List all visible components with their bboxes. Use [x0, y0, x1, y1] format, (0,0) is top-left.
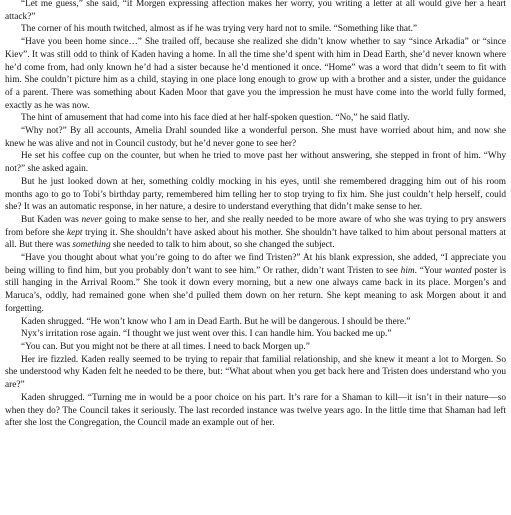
- text-run: The hint of amusement that had come into his face died at her half-spoken question. “No,” he said flatly.: [21, 113, 410, 124]
- paragraph: [5, 0, 506, 23]
- text-run: “Let me guess,” she said, “if Morgen expressing affection makes her worry, you writing a letter at all would give her a heart attack?”: [5, 0, 506, 22]
- text-run: He set his coffee cup on the counter, but when he tried to move past her without answering, she stepped in front of him. “Why not?” she asked again.: [5, 151, 506, 175]
- text-run: Nyx’s irritation rose again. “I thought we just went over this. I can handle him. You backed me up.”: [21, 329, 392, 340]
- text-run: “Have you been home since…” She trailed off, because she realized she didn’t know whether to say “since Arkadia” or “since Kiev”. It was still odd to think of Kaden having a home. In all the time she’d spent with him in Dead Earth, she’d never known where he’d come from, had only known he’d had a sister because he’d mentioned it once. “Home” was a word that didn’t seem to fit with him. She couldn’t picture him as a child, staying in one place long enough to grow up with a brother and a sister, under the guidance of a parent. There was something about Kaden Moor that gave you the impression he must have come into the world fully formed, exactly as he was now.: [5, 37, 506, 111]
- text-run: But he just looked down at her, something coldly mocking in his eyes, until she remembered dragging him out of his room months ago to go to Tobi’s birthday party, remembered him telling her to stop trying to fix him. She just couldn’t help herself, could she? It was an automatic response, in her nature, a desire to understand everything that didn’t make sense to her.: [5, 176, 506, 213]
- paragraph: [5, 125, 506, 150]
- paragraph: [5, 36, 506, 112]
- text-run: “Have you thought about what you’re going to do after we find Tristen?” At his blank expression, she added, “I appreciate you being willing to find him, but you probably don’t want to see him.” Or rather, didn’t want Tristen to see: [5, 253, 506, 276]
- emphasis-text: never: [81, 214, 103, 225]
- paragraph: [5, 328, 506, 341]
- text-run: Her ire fizzled. Kaden really seemed to be trying to repair that familial relationship, and she knew it meant a lot to Morgen. So she understood why Kaden felt he needed to be there, but: “What about when you get back here and Tristen does understand who you are?”: [5, 354, 506, 391]
- text-run: “You can. But you might not be there at all times. I need to back Morgen up.”: [21, 341, 310, 352]
- text-run: . “Your: [414, 265, 445, 276]
- paragraph: [5, 354, 506, 392]
- paragraph: [5, 150, 506, 175]
- emphasis-text: him: [400, 265, 415, 276]
- text-run: she needed to talk to him about, so she changed the subject.: [110, 240, 335, 251]
- text-run: Kaden shrugged. “He won’t know who I am in Dead Earth. But he will be dangerous. I should be there.”: [21, 316, 411, 327]
- paragraph: [5, 176, 506, 214]
- text-run: trying it. She shouldn’t have asked about his mother. She shouldn’t have talked to him about personal matters at all. But there was: [5, 227, 506, 251]
- text-run: The corner of his mouth twitched, almost as if he was trying very hard not to smile. “Something like that.”: [21, 24, 418, 35]
- text-run: going to make sense to her, and she really needed to be more aware of who she was trying to pry answers from before she: [5, 214, 506, 238]
- text-run: “Why not?” By all accounts, Amelia Drahl sounded like a wonderful person. She must have worried about him, and now she knew he was alive and not in Council custody, but he’d never gone to see her?: [5, 126, 506, 149]
- emphasis-text: kept: [67, 227, 83, 238]
- emphasis-text: something: [72, 240, 111, 251]
- text-run: Kaden shrugged. “Turning me in would be a poor choice on his part. It’s rare for a Shaman to kill—it isn’t in their nature—so when they do? The Council takes it seriously. The last recorded instance was twelve years ago. In the little time that Shaman had left after she lost the Congregation, the Council made an example out of her.: [5, 392, 506, 429]
- paragraph: [5, 214, 506, 252]
- paragraph: [5, 316, 506, 329]
- text-run: But Kaden was: [21, 214, 82, 225]
- paragraph: [5, 252, 506, 316]
- text-run: poster is still hanging in the Arrival Room.” She took it down every morning, but a new one always came back in its place. Morgen’s and Maruca’s, oddly, had remained gone when she’d pulled them down on her return. She kept meaning to ask Morgen about it and forgetting.: [5, 265, 506, 314]
- page-text: [5, 0, 506, 430]
- emphasis-text: wanted: [444, 265, 472, 276]
- paragraph: [5, 23, 506, 36]
- paragraph: [5, 392, 506, 430]
- paragraph: [5, 112, 506, 125]
- paragraph: [5, 341, 506, 354]
